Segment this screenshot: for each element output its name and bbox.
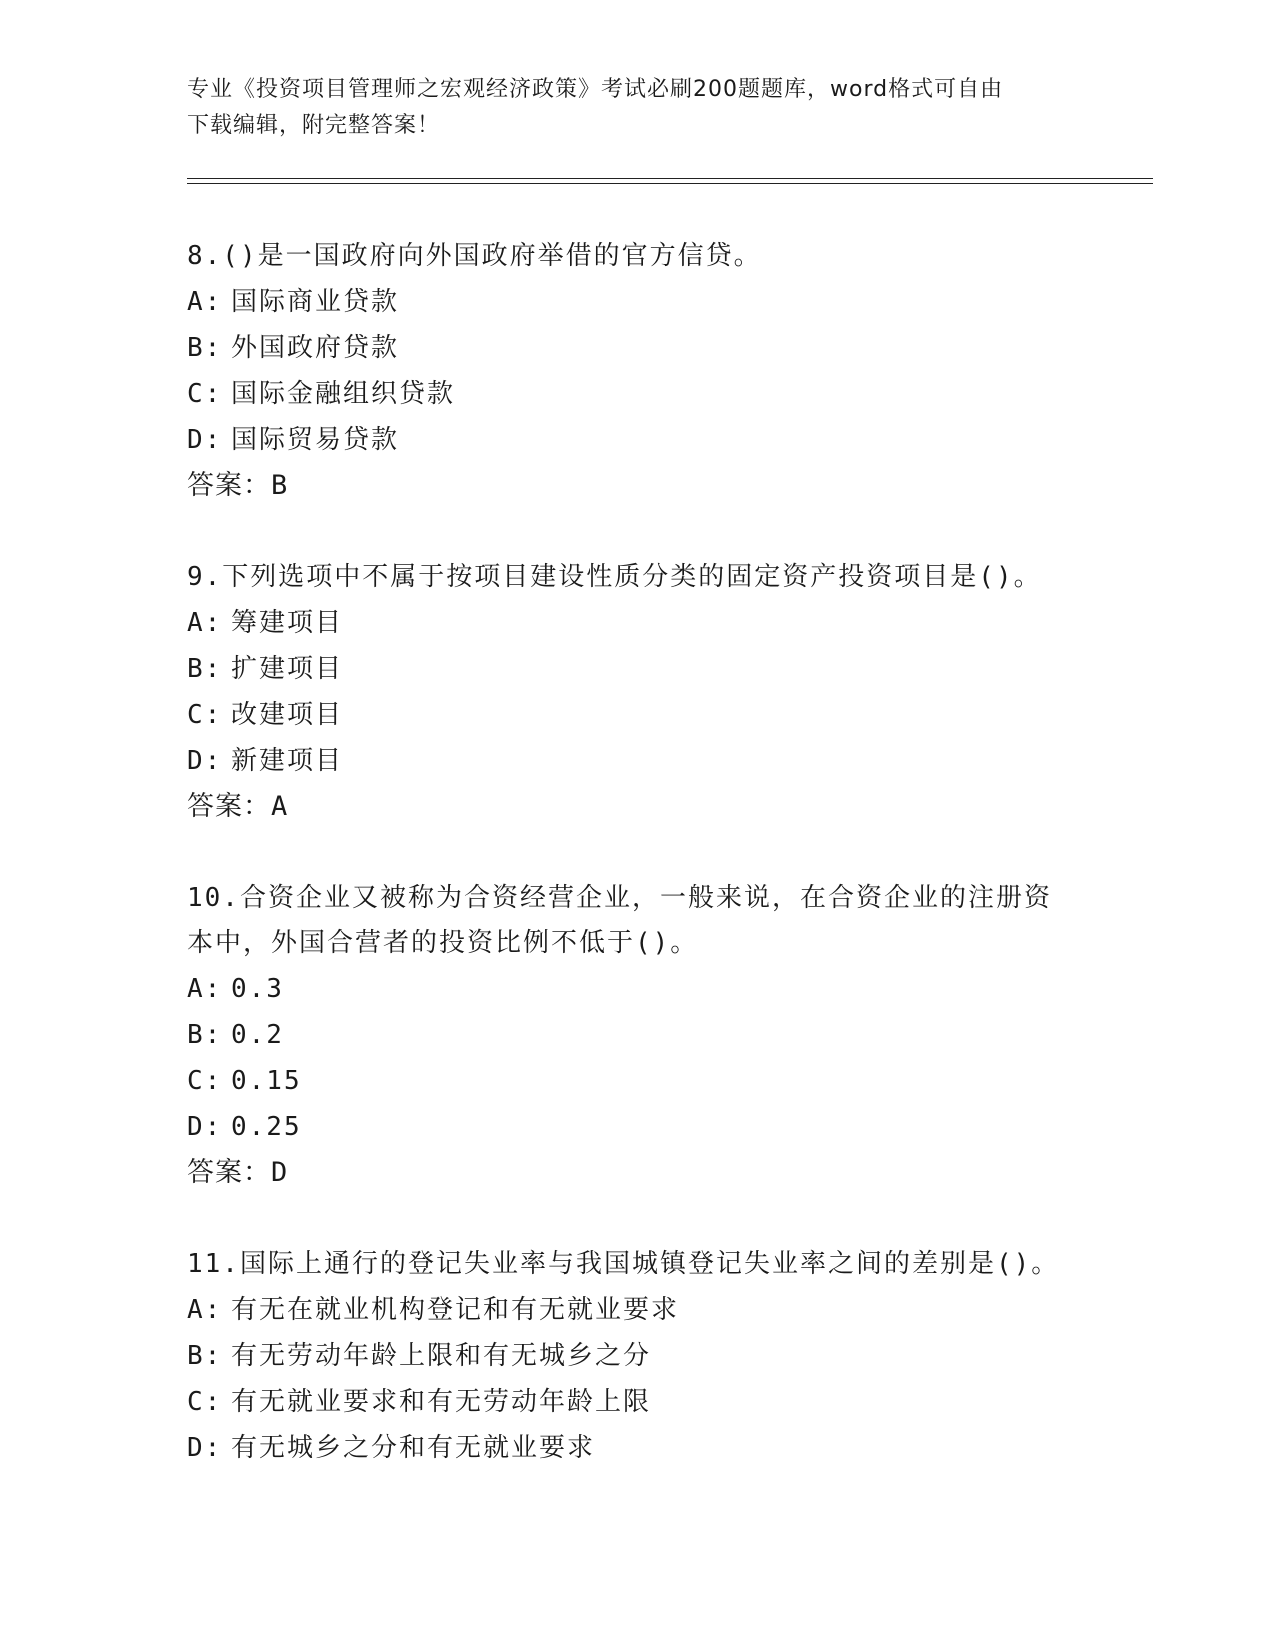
option-key: D: <box>187 746 223 776</box>
option-text: 有无城乡之分和有无就业要求 <box>231 1433 596 1463</box>
option-text: 0.2 <box>231 1020 284 1050</box>
option-c <box>187 1058 1087 1104</box>
answer-line <box>187 784 1087 830</box>
option-a <box>187 1287 1087 1333</box>
option-d <box>187 738 1087 784</box>
answer-label: 答案： <box>187 470 271 501</box>
option-a <box>187 279 1087 325</box>
answer-line <box>187 1150 1087 1196</box>
answer-value: B <box>271 470 289 501</box>
option-key: B: <box>187 654 223 684</box>
option-key: C: <box>187 700 223 730</box>
option-text: 有无劳动年龄上限和有无城乡之分 <box>231 1341 652 1371</box>
question-9 <box>187 555 1087 830</box>
option-c <box>187 692 1087 738</box>
answer-line <box>187 463 1087 509</box>
option-key: A: <box>187 608 223 638</box>
question-stem: 8.()是一国政府向外国政府举借的官方信贷。 <box>187 241 762 271</box>
option-b <box>187 1333 1087 1379</box>
question-stem: 11.国际上通行的登记失业率与我国城镇登记失业率之间的差别是()。 <box>187 1249 1060 1279</box>
option-text: 国际金融组织贷款 <box>231 379 456 409</box>
option-d <box>187 1104 1087 1150</box>
option-text: 外国政府贷款 <box>231 333 400 363</box>
option-key: B: <box>187 1020 223 1050</box>
option-d <box>187 1425 1087 1471</box>
option-text: 新建项目 <box>231 746 344 776</box>
option-key: D: <box>187 1112 223 1142</box>
question-list <box>187 234 1087 1517</box>
option-b <box>187 325 1087 371</box>
option-c <box>187 1379 1087 1425</box>
option-key: C: <box>187 1387 223 1417</box>
header-divider-top <box>187 178 1153 179</box>
option-text: 有无在就业机构登记和有无就业要求 <box>231 1295 680 1325</box>
option-a <box>187 600 1087 646</box>
option-b <box>187 1012 1087 1058</box>
answer-label: 答案： <box>187 1157 271 1188</box>
document-header <box>187 72 1087 144</box>
option-text: 改建项目 <box>231 700 344 730</box>
option-key: A: <box>187 1295 223 1325</box>
option-key: D: <box>187 1433 223 1463</box>
option-key: B: <box>187 1341 223 1371</box>
option-key: B: <box>187 333 223 363</box>
option-key: D: <box>187 425 223 455</box>
answer-label: 答案： <box>187 791 271 822</box>
header-line-2: 下载编辑，附完整答案！ <box>187 113 441 138</box>
answer-value: A <box>271 791 289 822</box>
option-text: 0.25 <box>231 1112 302 1142</box>
option-key: A: <box>187 287 223 317</box>
header-line-1: 专业《投资项目管理师之宏观经济政策》考试必刷200题题库，word格式可自由 <box>187 77 1004 102</box>
question-stem: 9.下列选项中不属于按项目建设性质分类的固定资产投资项目是()。 <box>187 562 1042 592</box>
option-text: 筹建项目 <box>231 608 344 638</box>
option-text: 有无就业要求和有无劳动年龄上限 <box>231 1387 652 1417</box>
question-8 <box>187 234 1087 509</box>
option-text: 0.15 <box>231 1066 302 1096</box>
option-text: 扩建项目 <box>231 654 344 684</box>
option-key: A: <box>187 974 223 1004</box>
header-divider-bottom <box>187 183 1153 184</box>
option-a <box>187 966 1087 1012</box>
option-text: 国际贸易贷款 <box>231 425 400 455</box>
answer-value: D <box>271 1157 289 1188</box>
option-text: 0.3 <box>231 974 284 1004</box>
question-11 <box>187 1242 1087 1471</box>
option-key: C: <box>187 379 223 409</box>
question-10 <box>187 876 1087 1196</box>
option-key: C: <box>187 1066 223 1096</box>
option-text: 国际商业贷款 <box>231 287 400 317</box>
question-stem-line-2: 本中，外国合营者的投资比例不低于()。 <box>187 928 699 958</box>
option-b <box>187 646 1087 692</box>
option-d <box>187 417 1087 463</box>
question-stem-line-1: 10.合资企业又被称为合资经营企业，一般来说，在合资企业的注册资 <box>187 883 1052 913</box>
option-c <box>187 371 1087 417</box>
